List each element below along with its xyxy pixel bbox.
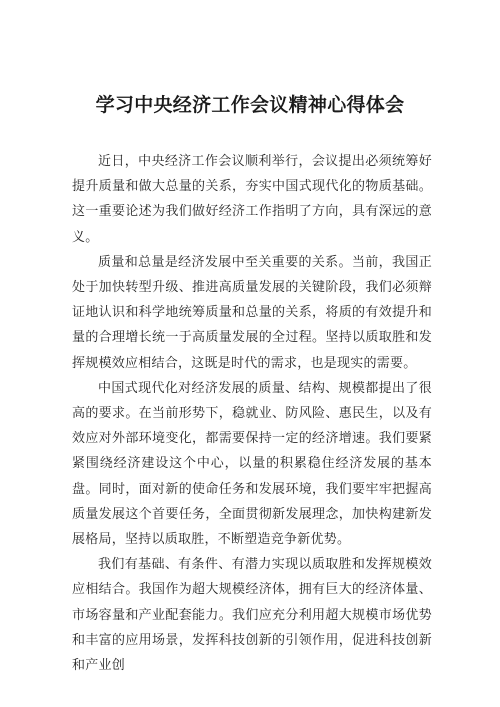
- paragraph: 我们有基础、有条件、有潜力实现以质取胜和发挥规模效应相结合。我国作为超大规模经济体，拥有巨大的经济体量、市场容量和产业配套能力。我们应充分利用超大规模市场优势和丰富的应用场景，发挥科技创新的引领作用，促进科技创新和产业创: [72, 557, 432, 674]
- paragraph: 质量和总量是经济发展中至关重要的关系。当前，我国正处于加快转型升级、推进高质量发展的关键阶段，我们必须辩证地认识和科学地统筹质量和总量的关系，将质的有效提升和量的合理增长统一于高质量发展的全过程。坚持以质取胜和发挥规模效应相结合，这既是时代的需求，也是现实的需要。: [72, 254, 432, 371]
- document-body: [72, 149, 432, 678]
- document-title: 学习中央经济工作会议精神心得体会: [95, 94, 405, 116]
- paragraph: 中国式现代化对经济发展的质量、结构、规模都提出了很高的要求。在当前形势下，稳就业、防风险、惠民生，以及有效应对外部环境变化，都需要保持一定的经济增速。我们要紧紧围绕经济建设这个中心，以量的积累稳住经济发展的基本盘。同时，面对新的使命任务和发展环境，我们要牢牢把握高质量发展这个首要任务，全面贯彻新发展理念，加快构建新发展格局，坚持以质取胜，不断塑造竞争新优势。: [72, 380, 432, 548]
- paragraph: 近日，中央经济工作会议顺利举行，会议提出必须统筹好提升质量和做大总量的关系，夯实中国式现代化的物质基础。这一重要论述为我们做好经济工作指明了方向，具有深远的意义。: [72, 154, 432, 245]
